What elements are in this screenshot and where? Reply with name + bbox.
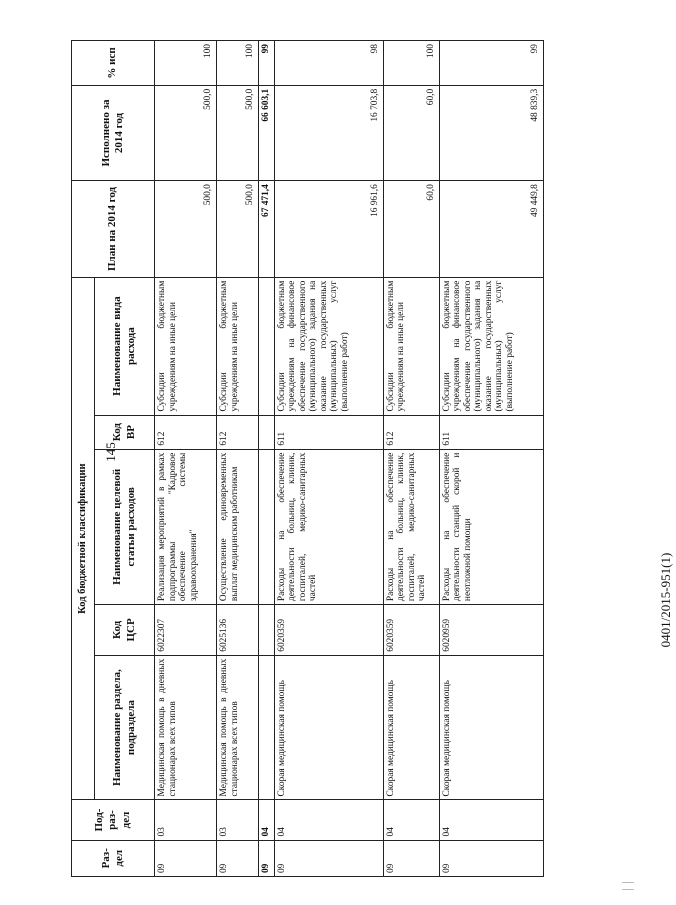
cell-kod-vr: 612 [155,415,217,449]
cell-razdel: 09 [439,840,543,876]
cell-plan: 16 961,6 [274,181,383,278]
cell-podrazdel: 04 [383,800,439,840]
table-row [274,41,383,877]
cell-naim-razdela: Скорая медицинская помощь [439,655,543,800]
cell-podrazdel: 03 [155,800,217,840]
cell-naim-vida: Субсидии бюджетным учреждениям на финансовое обеспечение государственного (муниципального) задания на оказание государственных (муниципальных) услуг (выполнение работ) [439,277,543,415]
header-pct: % исп [72,41,155,86]
cell-kod-csr: 6022307 [155,605,217,656]
cell-kod-vr [259,415,275,449]
cell-podrazdel: 03 [217,800,259,840]
cell-podrazdel: 04 [439,800,543,840]
cell-ispolneno: 500,0 [155,85,217,180]
cell-naim-razdela [259,655,275,800]
table-row [439,41,543,877]
cell-ispolneno: 16 703,8 [274,85,383,180]
cell-pct: 99 [439,41,543,86]
header-group-classification: Код бюджетной классификации [72,277,95,800]
header-naim-vida: Наименование вида расхода [95,277,155,415]
cell-pct: 100 [217,41,259,86]
cell-naim-stati [259,449,275,604]
cell-kod-csr: 6020359 [383,605,439,656]
table-row [217,41,259,877]
cell-pct: 98 [274,41,383,86]
rotated-table-container [71,40,587,877]
header-naim-razdela: Наименование раздела, подраздела [95,655,155,800]
cell-naim-razdela: Медицинская помощь в дневных стационарах всех типов [155,655,217,800]
header-kod-vr: Код ВР [95,415,155,449]
cell-kod-vr: 612 [217,415,259,449]
cell-ispolneno: 60,0 [383,85,439,180]
page-number: 145 [103,442,118,462]
cell-podrazdel: 04 [274,800,383,840]
cell-kod-vr: 611 [439,415,543,449]
cell-kod-vr: 611 [274,415,383,449]
cell-naim-vida: Субсидии бюджетным учреждениям на иные цели [383,277,439,415]
cell-kod-vr: 612 [383,415,439,449]
cell-naim-stati: Расходы на обеспечение деятельности станций скорой и неотложной помощи [439,449,543,604]
cell-razdel: 09 [383,840,439,876]
cell-razdel: 09 [217,840,259,876]
cell-plan: 500,0 [217,181,259,278]
header-razdel: Раз-дел [72,840,155,876]
cell-plan: 500,0 [155,181,217,278]
header-kod-csr: Код ЦСР [95,605,155,656]
cell-naim-stati: Реализация мероприятий в рамках подпрограммы "Кадровое обеспечение системы здравоохранения" [155,449,217,604]
cell-naim-razdela: Скорая медицинская помощь [274,655,383,800]
cell-kod-csr [259,605,275,656]
cell-naim-vida: Субсидии бюджетным учреждениям на финансовое обеспечение государственного (муниципального) задания на оказание государственных (муниципальных) услуг (выполнение работ) [274,277,383,415]
cell-naim-razdela: Скорая медицинская помощь [383,655,439,800]
cell-ispolneno: 48 839,3 [439,85,543,180]
cell-pct: 100 [155,41,217,86]
cell-naim-razdela: Медицинская помощь в дневных стационарах всех типов [217,655,259,800]
cell-podrazdel: 04 [259,800,275,840]
table-row [383,41,439,877]
cell-naim-stati: Осуществление единовременных выплат медицинским работникам [217,449,259,604]
header-plan: План на 2014 год [72,181,155,278]
budget-table [71,40,544,877]
cell-ispolneno: 66 603,1 [259,85,275,180]
cell-kod-csr: 6025136 [217,605,259,656]
header-podrazdel: Под-раз-дел [72,800,155,840]
cell-razdel: 09 [274,840,383,876]
cell-plan: 49 449,8 [439,181,543,278]
cell-ispolneno: 500,0 [217,85,259,180]
cell-kod-csr: 6020359 [274,605,383,656]
table-row-subtotal [259,41,275,877]
cell-plan: 60,0 [383,181,439,278]
cell-naim-vida: Субсидии бюджетным учреждениям на иные цели [155,277,217,415]
cell-pct: 100 [383,41,439,86]
cell-plan: 67 471,4 [259,181,275,278]
cell-naim-vida [259,277,275,415]
cell-naim-stati: Расходы на обеспечение деятельности больниц, клиник, госпиталей, медико-санитарных частей [383,449,439,604]
header-naim-stati: Наименование целевой статьи расходов [95,449,155,604]
cell-kod-csr: 6020959 [439,605,543,656]
edge-mark [622,882,634,890]
header-ispolneno: Исполнено за 2014 год [72,85,155,180]
cell-razdel: 09 [259,840,275,876]
table-row [155,41,217,877]
document-code: 0401/2015-951(1) [658,552,673,648]
cell-razdel: 09 [155,840,217,876]
cell-naim-vida: Субсидии бюджетным учреждениям на иные цели [217,277,259,415]
cell-pct: 99 [259,41,275,86]
cell-naim-stati: Расходы на обеспечение деятельности больниц, клиник, госпиталей, медико-санитарных частей [274,449,383,604]
